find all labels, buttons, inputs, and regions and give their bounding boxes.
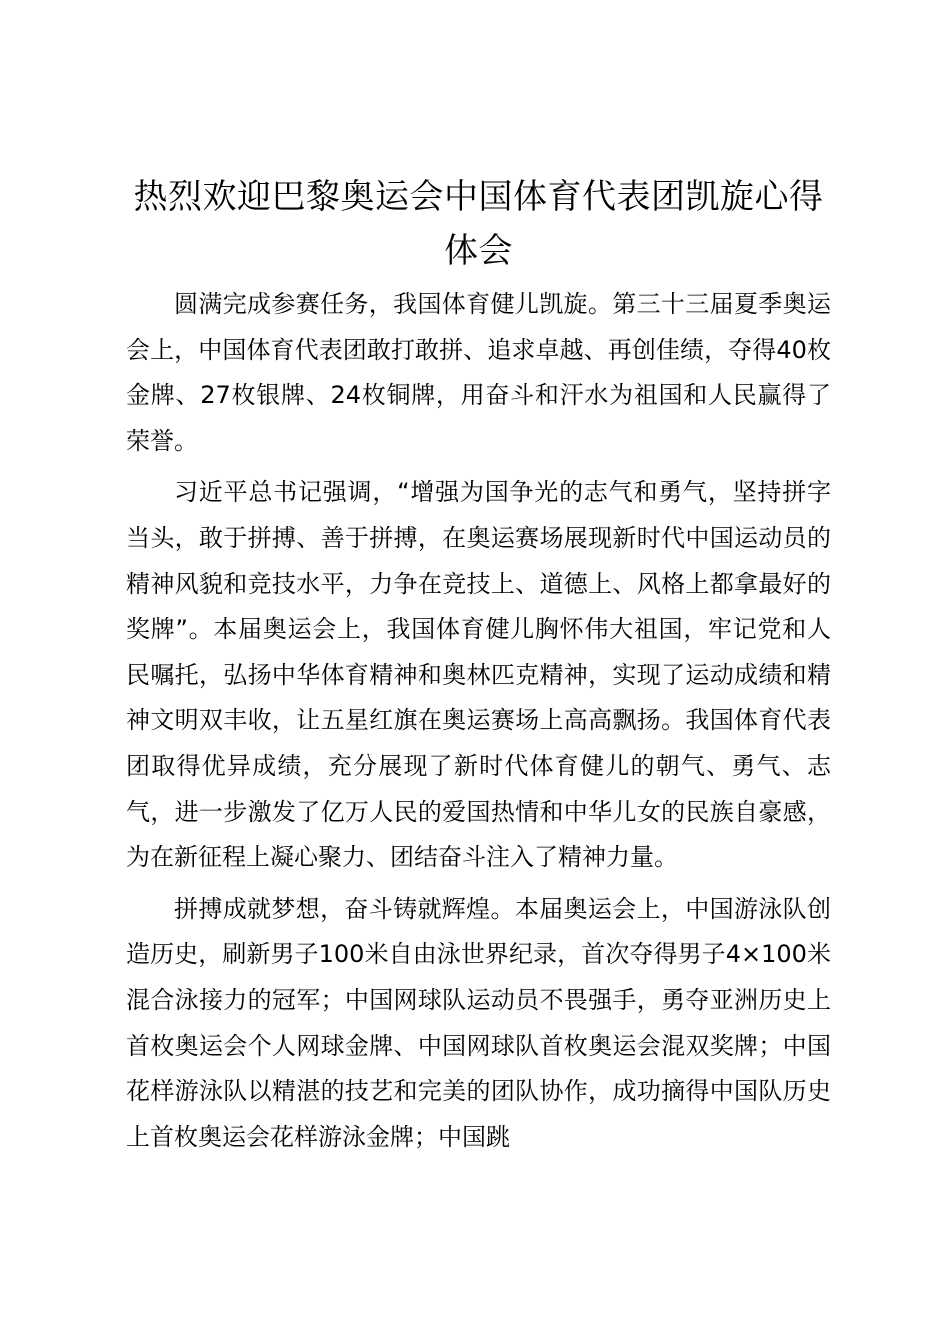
paragraph-3: 拼搏成就梦想，奋斗铸就辉煌。本届奥运会上，中国游泳队创造历史，刷新男子100米自由泳世界纪录，首次夺得男子4×100米混合泳接力的冠军；中国网球队运动员不畏强手，勇夺亚洲历史上首枚奥运会个人网球金牌、中国网球队首枚奥运会混双奖牌；中国花样游泳队以精湛的技艺和完美的团队协作，成功摘得中国队历史上首枚奥运会花样游泳金牌；中国跳 bbox=[126, 894, 831, 1151]
paragraph-1: 圆满完成参赛任务，我国体育健儿凯旋。第三十三届夏季奥运会上，中国体育代表团敢打敢拼、追求卓越、再创佳绩，夺得40枚金牌、27枚银牌、24枚铜牌，用奋斗和汗水为祖国和人民赢得了荣誉。 bbox=[126, 290, 831, 455]
paragraph-2: 习近平总书记强调，“增强为国争光的志气和勇气，坚持拼字当头，敢于拼搏、善于拼搏，在奥运赛场展现新时代中国运动员的精神风貌和竞技水平，力争在竞技上、道德上、风格上都拿最好的奖牌”。本届奥运会上，我国体育健儿胸怀伟大祖国，牢记党和人民嘱托，弘扬中华体育精神和奥林匹克精神，实现了运动成绩和精神文明双丰收，让五星红旗在奥运赛场上高高飘扬。我国体育代表团取得优异成绩，充分展现了新时代体育健儿的朝气、勇气、志气，进一步激发了亿万人民的爱国热情和中华儿女的民族自豪感，为在新征程上凝心聚力、团结奋斗注入了精神力量。 bbox=[126, 478, 831, 872]
document-title: 热烈欢迎巴黎奥运会中国体育代表团凯旋心得体会 bbox=[133, 177, 824, 271]
document-body bbox=[126, 170, 831, 1160]
